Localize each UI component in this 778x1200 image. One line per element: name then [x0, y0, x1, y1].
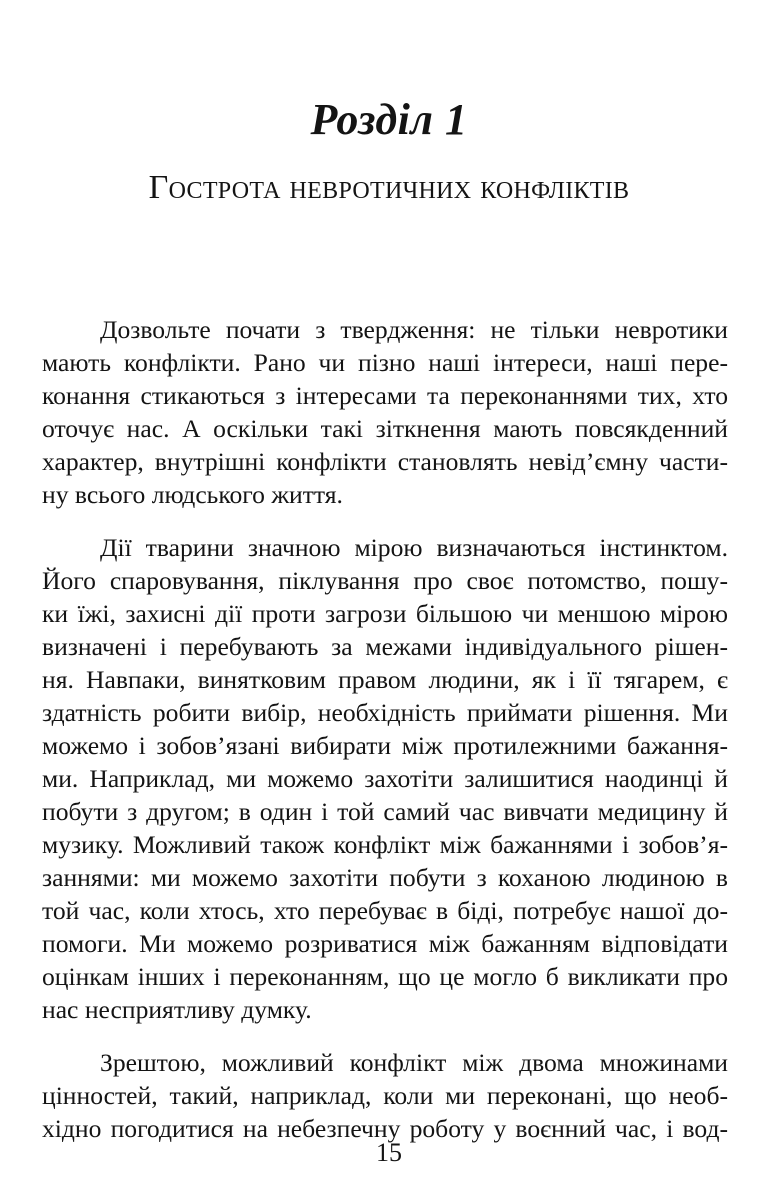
chapter-title: Гострота невротичних конфліктів	[148, 169, 630, 206]
text-line: визначені і перебувають за межами індивідуального рішен-	[42, 632, 728, 661]
paragraph-2	[42, 531, 728, 1026]
text-line: помоги. Ми можемо розриватися між бажанням відповідати	[42, 929, 728, 958]
text-line: здатність робити вибір, необхідність приймати рішення. Ми	[42, 698, 728, 727]
text-line: Дії тварини значною мірою визначаються інстинктом.	[100, 533, 728, 562]
text-line: характер, внутрішні конфлікти становлять невід’ємну части-	[42, 447, 728, 476]
paragraph-1	[42, 313, 728, 511]
text-line: заннями: ми можемо захотіти побути з коханою людиною в	[42, 863, 728, 892]
text-line: конання стикаються з інтересами та переконаннями тих, хто	[42, 381, 728, 410]
text-line: музику. Можливий також конфлікт між бажаннями і зобов’я-	[42, 830, 728, 859]
text-line: хідно погодитися на небезпечну роботу у воєнний час, і вод-	[42, 1114, 728, 1143]
text-line: ми. Наприклад, ми можемо захотіти залишитися наодинці й	[42, 764, 728, 793]
text-line: нас несприятливу думку.	[42, 995, 312, 1024]
text-line: ну всього людського життя.	[42, 480, 343, 509]
text-line: ки їжі, захисні дії проти загрози більшою чи меншою мірою	[42, 599, 728, 628]
chapter-number: Розділ 1	[310, 95, 468, 144]
text-line: побути з другом; в один і той самий час вивчати медицину й	[42, 797, 728, 826]
text-line: оточує нас. А оскільки такі зіткнення мають повсякденний	[42, 414, 728, 443]
text-line: можемо і зобов’язані вибирати між протилежними бажання-	[42, 731, 728, 760]
text-line: мають конфлікти. Рано чи пізно наші інтереси, наші пере-	[42, 348, 728, 377]
text-line: ня. Навпаки, винятковим правом людини, як і її тягарем, є	[42, 665, 728, 694]
page-number: 15	[376, 1138, 402, 1167]
paragraph-3	[42, 1046, 728, 1145]
text-line: цінностей, такий, наприклад, коли ми переконані, що необ-	[42, 1081, 728, 1110]
text-line: Дозвольте почати з твердження: не тільки невротики	[100, 315, 728, 344]
text-line: Зрештою, можливий конфлікт між двома множинами	[100, 1048, 728, 1077]
text-line: оцінкам інших і переконанням, що це могло б викликати про	[42, 962, 728, 991]
text-line: Його спаровування, піклування про своє потомство, пошу-	[42, 566, 728, 595]
text-line: той час, коли хтось, хто перебуває в біді, потребує нашої до-	[42, 896, 728, 925]
